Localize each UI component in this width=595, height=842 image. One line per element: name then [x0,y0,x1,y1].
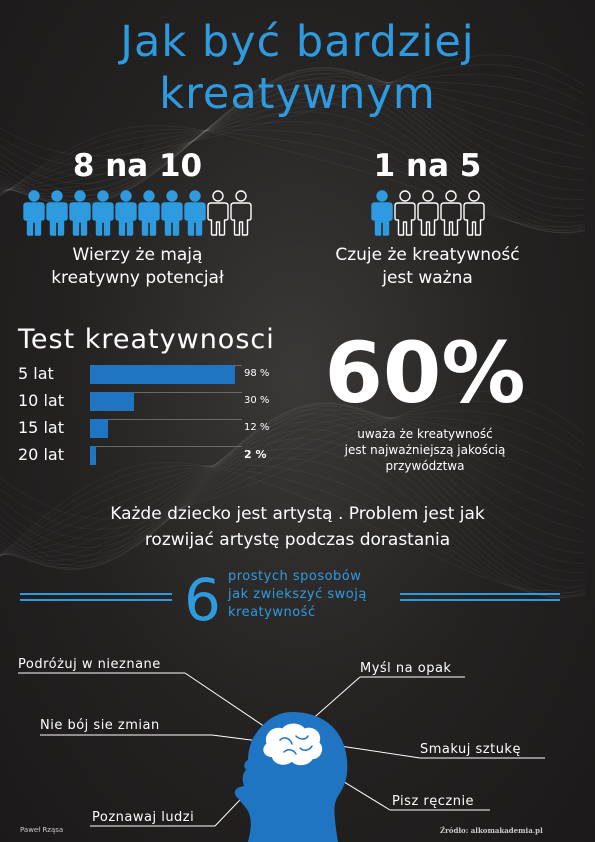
ways-line3: kreatywność [228,605,316,620]
ways-number: 6 [184,566,221,634]
quote-line1: Każde dziecko jest artystą . Problem jest jak [110,504,485,524]
person-icon-outline [463,190,485,236]
person-icon-filled [69,190,91,236]
bar-category-label: 20 lat [18,445,64,464]
person-icon-filled [138,190,160,236]
percent-value: 60% [324,324,526,422]
tip-no-fear-change: Nie bój sie zmian [40,718,160,733]
bar-category-label: 15 lat [18,418,64,437]
divider-right-bottom [400,599,560,601]
stat-block-1 [10,148,265,290]
person-icon-filled [92,190,114,236]
person-icon-filled [23,190,45,236]
quote-line2: rozwijać artystę podczas dorastania [144,530,451,550]
ways-line1: prostych sposobów [228,569,362,584]
bar-value-label: 98 % [244,368,270,379]
tip-think-opposite: Myśl na opak [360,661,452,676]
page-title: Jak być bardziej [120,17,475,67]
footer-source: Źródło: alkomakademia.pl [440,826,543,835]
tip-handwriting: Pisz ręcznie [392,794,475,809]
divider-left-bottom [20,599,172,601]
stat-1-desc-line2: kreatywny potencjał [51,268,224,288]
bar-value-label: 12 % [244,422,270,433]
ways-text [228,568,367,622]
footer-author: Paweł Rząsa [20,826,64,834]
brain-icon [265,725,321,764]
person-icon-filled [371,190,393,236]
page-title-line2: kreatywnym [159,69,436,119]
stat-2-desc-line1: Czuje że kreatywność [335,245,520,265]
divider-left-top [20,593,172,595]
ways-line2: jak zwiekszyć swoją [228,587,367,602]
bar-category-label: 10 lat [18,391,64,410]
tip-taste-art: Smakuj sztukę [420,742,521,757]
person-icon-outline [207,190,229,236]
stat-block-2 [300,148,555,290]
person-icon-outline [230,190,252,236]
stat-2-value: 1 na 5 [373,148,482,184]
stat-2-desc-line2: jest ważna [382,268,473,288]
person-icon-outline [417,190,439,236]
stat-1-value: 8 na 10 [72,148,203,184]
bar [90,365,235,384]
person-icon-filled [115,190,137,236]
bar-row [18,417,288,441]
tip-travel: Podróżuj w nieznane [18,657,161,672]
bar-value-label: 30 % [244,395,270,406]
bar-value-label: 2 % [244,448,267,461]
bar [90,392,134,411]
bar-row [18,444,288,468]
bar-row [18,390,288,414]
bar-category-label: 5 lat [18,364,54,383]
bar-track [90,419,242,439]
tip-meet-people: Poznawaj ludzi [92,810,195,825]
bar [90,446,96,465]
person-icon-filled [184,190,206,236]
person-icon-outline [440,190,462,236]
bar-track [90,446,242,466]
person-icon-outline [394,190,416,236]
percent-desc-line1: uważa że kreatywność [357,427,493,441]
chart-title: Test kreatywnosci [18,324,275,355]
bar [90,419,108,438]
divider-right-top [400,593,560,595]
stat-1-desc-line1: Wierzy że mają [72,245,203,265]
bar-row [18,363,288,387]
stat-2-people-icons [300,190,555,236]
percent-desc-line2: jest najważniejszą jakością [344,443,506,457]
stat-1-people-icons [10,190,265,236]
person-icon-filled [46,190,68,236]
person-icon-filled [161,190,183,236]
percent-desc-line3: przywództwa [385,459,465,473]
